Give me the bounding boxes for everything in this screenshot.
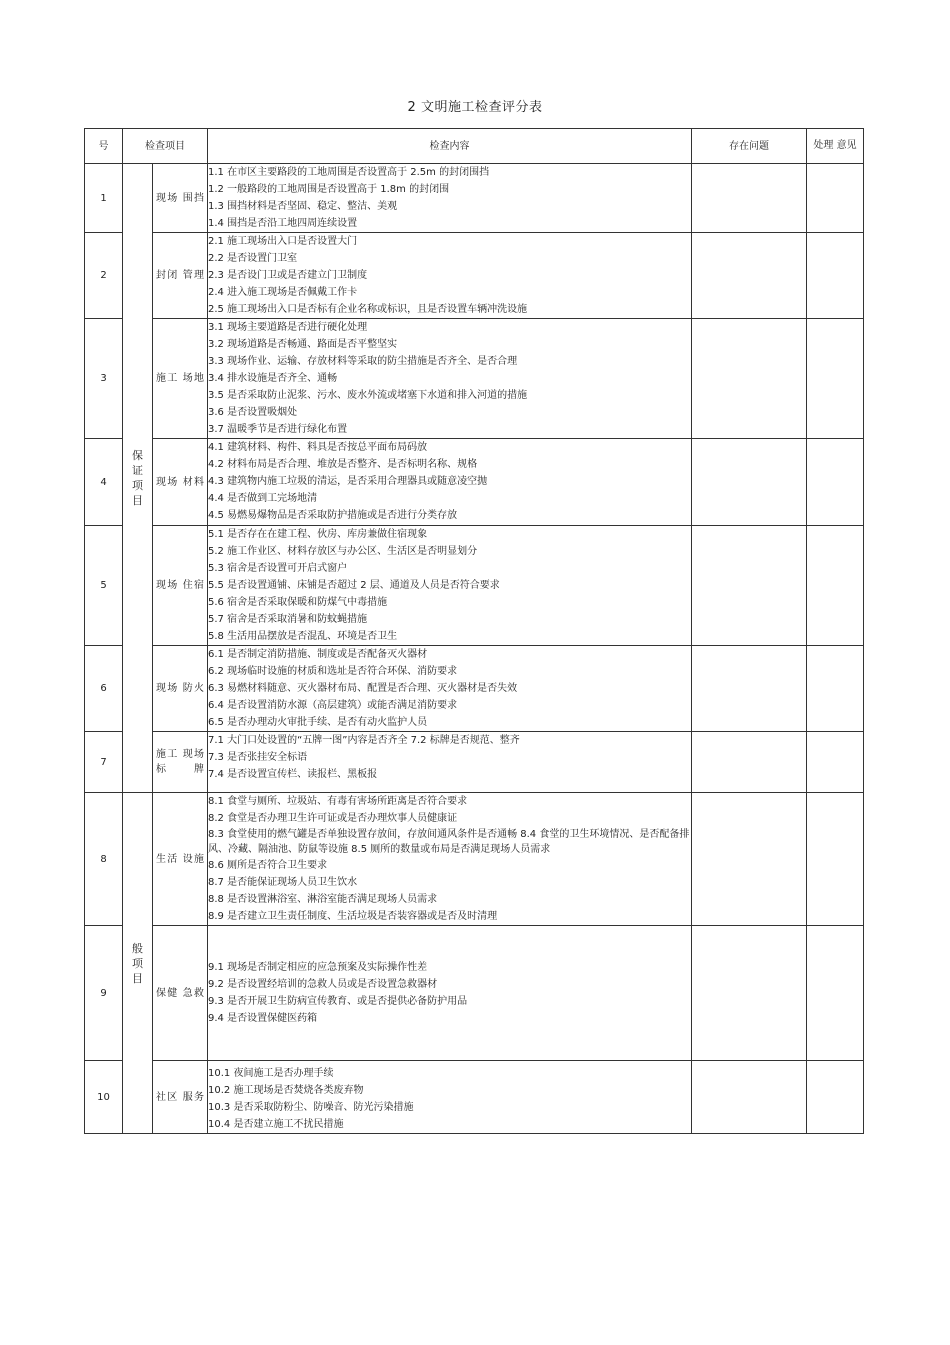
header-handle: 处理 意见 [807, 129, 864, 164]
table-row [85, 319, 864, 439]
row-number: 1 [85, 164, 123, 233]
row-content: 7.1 大门口处设置的“五牌一图”内容是否齐全 7.2 标牌是否规范、整齐 7.3 是否张挂安全标语 7.4 是否设置宣传栏、读报栏、黑板报 [208, 732, 692, 793]
row-content: 9.1 现场是否制定相应的应急预案及实际操作性差 9.2 是否设置经培训的急救人员或是否设置急救器材 9.3 是否开展卫生防病宣传教育、或是否提供必备防护用品 9.4 是否设置保健医药箱 [208, 926, 692, 1061]
row-number: 8 [85, 793, 123, 926]
problem-cell[interactable] [692, 319, 807, 439]
handle-cell[interactable] [807, 164, 864, 233]
table-row [85, 439, 864, 526]
header-no: 号 [85, 129, 123, 164]
row-content: 6.1 是否制定消防措施、制度或是否配备灭火器材 6.2 现场临时设施的材质和选址是否符合环保、消防要求 6.3 易燃材料随意、灭火器材布局、配置是否合理、灭火器材是否失效 6.4 是否设置消防水源（高层建筑）或能否满足消防要求 6.5 是否办理动火审批手续、是否有动火监护人员 [208, 646, 692, 732]
problem-cell[interactable] [692, 1061, 807, 1134]
row-item: 封闭 管理 [153, 233, 208, 319]
row-content: 10.1 夜间施工是否办理手续 10.2 施工现场是否焚烧各类废弃物 10.3 是否采取防粉尘、防噪音、防光污染措施 10.4 是否建立施工不扰民措施 [208, 1061, 692, 1134]
problem-cell[interactable] [692, 793, 807, 926]
problem-cell[interactable] [692, 732, 807, 793]
row-content: 1.1 在市区主要路段的工地周围是否设置高于 2.5m 的封闭围挡 1.2 一般路段的工地周围是否设置高于 1.8m 的封闭围 1.3 围挡材料是否坚固、稳定、整洁、美观 1.4 围挡是否沿工地四周连续设置 [208, 164, 692, 233]
row-content: 3.1 现场主要道路是否进行硬化处理 3.2 现场道路是否畅通、路面是否平整坚实 3.3 现场作业、运输、存放材料等采取的防尘措施是否齐全、是否合理 3.4 排水设施是否齐全、通畅 3.5 是否采取防止泥浆、污水、废水外流或堵塞下水道和排入河道的措施 3.6 是否设置吸烟处 3.7 温暖季节是否进行绿化布置 [208, 319, 692, 439]
handle-cell[interactable] [807, 319, 864, 439]
problem-cell[interactable] [692, 439, 807, 526]
table-row [85, 526, 864, 646]
handle-cell[interactable] [807, 1061, 864, 1134]
problem-cell[interactable] [692, 164, 807, 233]
row-item: 现场 住宿 [153, 526, 208, 646]
row-content: 2.1 施工现场出入口是否设置大门 2.2 是否设置门卫室 2.3 是否设门卫或是否建立门卫制度 2.4 进入施工现场是否佩戴工作卡 2.5 施工现场出入口是否标有企业名称或标识，且是否设置车辆冲洗设施 [208, 233, 692, 319]
table-row [85, 646, 864, 732]
row-item: 施工 现场 标牌 [153, 732, 208, 793]
handle-cell[interactable] [807, 732, 864, 793]
handle-cell[interactable] [807, 793, 864, 926]
problem-cell[interactable] [692, 926, 807, 1061]
row-number: 9 [85, 926, 123, 1061]
table-row [85, 1061, 864, 1134]
row-item: 现场 材料 [153, 439, 208, 526]
row-item: 施工 场地 [153, 319, 208, 439]
row-number: 7 [85, 732, 123, 793]
row-number: 4 [85, 439, 123, 526]
inspection-score-table [84, 128, 864, 1134]
row-content: 8.1 食堂与厕所、垃圾站、有毒有害场所距离是否符合要求 8.2 食堂是否办理卫生许可证或是否办理炊事人员健康证 8.3 食堂使用的燃气罐是否单独设置存放间，存放间通风条件是否通畅 8.4 食堂的卫生环境情况、是否配备排风、冷藏、隔油池、防鼠等设施 8.5 厕所的数量或布局是否满足现场人员需求 8.6 厕所是否符合卫生要求 8.7 是否能保证现场人员卫生饮水 8.8 是否设置淋浴室、淋浴室能否满足现场人员需求 8.9 是否建立卫生责任制度、生活垃圾是否装容器或是否及时清理 [208, 793, 692, 926]
row-item: 生活 设施 [153, 793, 208, 926]
table-row [85, 233, 864, 319]
row-number: 5 [85, 526, 123, 646]
problem-cell[interactable] [692, 233, 807, 319]
handle-cell[interactable] [807, 646, 864, 732]
header-content: 检查内容 [208, 129, 692, 164]
problem-cell[interactable] [692, 646, 807, 732]
row-number: 6 [85, 646, 123, 732]
table-row [85, 793, 864, 926]
handle-cell[interactable] [807, 439, 864, 526]
page-title: 2 文明施工检查评分表 [407, 100, 543, 115]
row-item: 保健 急救 [153, 926, 208, 1061]
problem-cell[interactable] [692, 526, 807, 646]
table-header-row [85, 129, 864, 164]
header-item: 检查项目 [123, 129, 208, 164]
header-problem: 存在问题 [692, 129, 807, 164]
row-item: 社区 服务 [153, 1061, 208, 1134]
handle-cell[interactable] [807, 526, 864, 646]
table-row [85, 732, 864, 793]
table-row [85, 164, 864, 233]
row-number: 2 [85, 233, 123, 319]
category-general: 般项目 [123, 793, 153, 1134]
handle-cell[interactable] [807, 926, 864, 1061]
row-number: 3 [85, 319, 123, 439]
row-item: 现场 围挡 [153, 164, 208, 233]
row-number: 10 [85, 1061, 123, 1134]
table-row [85, 926, 864, 1061]
row-content: 4.1 建筑材料、构件、料具是否按总平面布局码放 4.2 材料布局是否合理、堆放是否整齐、是否标明名称、规格 4.3 建筑物内施工垃圾的清运，是否采用合理器具或随意凌空抛 4.4 是否做到工完场地清 4.5 易燃易爆物品是否采取防护措施或是否进行分类存放 [208, 439, 692, 526]
category-guarantee: 保证项目 [123, 164, 153, 793]
row-content: 5.1 是否存在在建工程、伙房、库房兼做住宿现象 5.2 施工作业区、材料存放区与办公区、生活区是否明显划分 5.3 宿舍是否设置可开启式窗户 5.5 是否设置通铺、床铺是否超过 2 层、通道及人员是否符合要求 5.6 宿舍是否采取保暖和防煤气中毒措施 5.7 宿舍是否采取消暑和防蚊蝇措施 5.8 生活用品摆放是否混乱、环境是否卫生 [208, 526, 692, 646]
handle-cell[interactable] [807, 233, 864, 319]
row-item: 现场 防火 [153, 646, 208, 732]
